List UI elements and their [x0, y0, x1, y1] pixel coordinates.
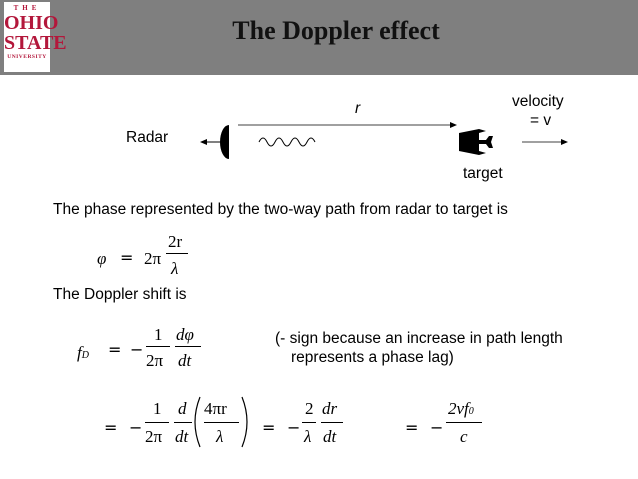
lambda-symbol: λ: [171, 259, 179, 278]
numerator-4pi-r: 4πr: [204, 399, 227, 418]
minus-sign: −: [129, 418, 143, 437]
equals-sign: =: [104, 418, 118, 437]
phi-symbol: φ: [97, 249, 107, 268]
lambda-symbol: λ: [216, 427, 224, 446]
dphi: dφ: [176, 325, 194, 344]
logo-line-4: UNIVERSITY: [7, 54, 47, 60]
fraction-bar: [204, 422, 239, 423]
fd-symbol: fD: [77, 343, 89, 362]
slide-title: The Doppler effect: [232, 16, 440, 45]
d-operator: d: [178, 399, 187, 418]
dt: dt: [323, 427, 337, 446]
velocity-label-line2: = v: [530, 112, 552, 129]
minus-sign: −: [130, 340, 144, 359]
phase-sentence: The phase represented by the two-way path from radar to target is: [53, 201, 508, 218]
two-pi: 2π: [144, 249, 162, 268]
fraction-bar: [446, 422, 482, 423]
speed-of-light: c: [460, 427, 468, 446]
fraction-bar: [302, 422, 316, 423]
doppler-sentence: The Doppler shift is: [53, 286, 187, 303]
equals-sign: =: [405, 418, 419, 437]
logo-line-3: STATE: [4, 32, 67, 54]
dt: dt: [175, 427, 189, 446]
numerator-2: 2: [305, 399, 314, 418]
two-pi: 2π: [145, 427, 163, 446]
radar-label: Radar: [126, 129, 169, 146]
minus-sign: −: [287, 418, 301, 437]
sign-note-line1: (- sign because an increase in path length: [275, 330, 563, 347]
numerator-1: 1: [153, 399, 162, 418]
velocity-label-line1: velocity: [512, 93, 564, 110]
range-label: r: [355, 100, 361, 117]
numerator-1: 1: [154, 325, 163, 344]
equals-sign: =: [108, 340, 122, 359]
sign-note-line2: represents a phase lag): [291, 349, 454, 366]
dt: dt: [178, 351, 192, 370]
fraction-bar: [321, 422, 343, 423]
minus-sign: −: [430, 418, 444, 437]
dr: dr: [322, 399, 338, 418]
logo-line-1: THE: [13, 4, 41, 12]
two-pi: 2π: [146, 351, 164, 370]
numerator-2r: 2r: [168, 232, 183, 251]
lambda-symbol: λ: [304, 427, 312, 446]
equals-sign: =: [262, 418, 276, 437]
numerator-2vf0: 2vf0: [448, 399, 474, 418]
target-label: target: [463, 165, 503, 182]
logo-line-2: OHIO: [4, 12, 59, 34]
equals-sign: =: [120, 248, 134, 267]
